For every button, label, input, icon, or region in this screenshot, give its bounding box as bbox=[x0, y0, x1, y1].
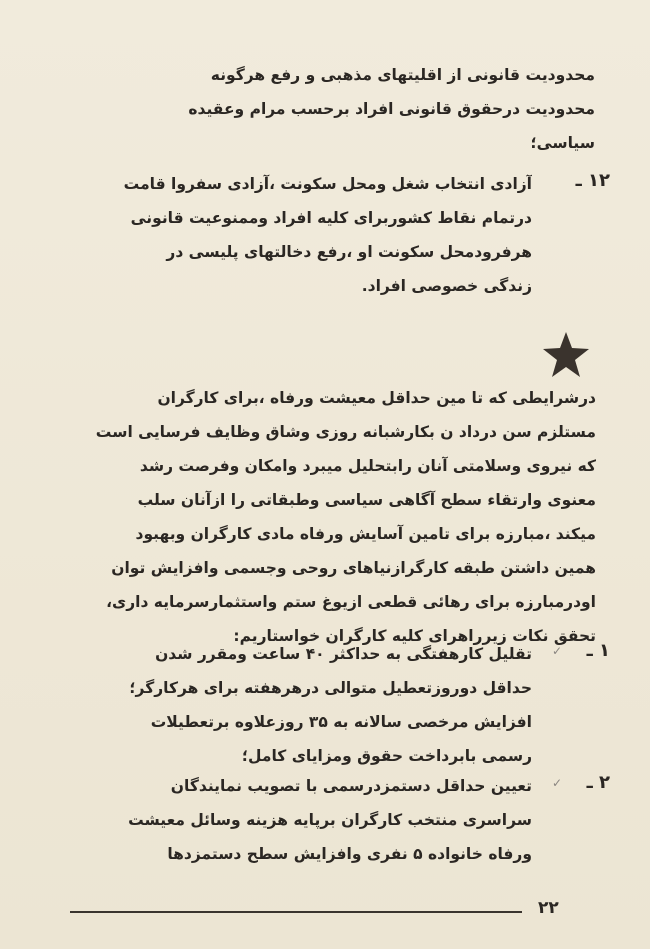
text-line: درتمام نقاط کشوربرای کلیه افراد وممنوعیت قانونی bbox=[130, 209, 532, 227]
text-line: اودرمبارزه برای رهائی قطعی ازیوغ ستم واستثمارسرمایه داری، bbox=[106, 593, 596, 611]
star-icon bbox=[541, 330, 591, 380]
text-line: زندگی خصوصی افراد. bbox=[361, 277, 532, 295]
footer-rule bbox=[70, 911, 522, 913]
text-line: افزایش مرخصی سالانه به ۳۵ روزعلاوه برتعطیلات bbox=[150, 713, 532, 731]
text-line: ورفاه خانواده ۵ نفری وافزایش سطح دستمزدها bbox=[167, 845, 532, 863]
item-number: ۲ ـ bbox=[586, 772, 610, 793]
text-line: محدودیت درحقوق قانونی افراد برحسب مرام وعقیده bbox=[188, 100, 595, 118]
item-number: ۱۲ ـ bbox=[575, 170, 610, 191]
text-line: که نیروی وسلامتی آنان رابتحلیل میبرد وامکان وفرصت رشد bbox=[139, 457, 596, 475]
text-line: تعیین حداقل دستمزدرسمی با تصویب نمایندگان bbox=[170, 777, 532, 795]
text-line: همین داشتن طبقه کارگرازنیاهای روحی وجسمی وافزایش توان bbox=[111, 559, 596, 577]
paragraph-intro bbox=[68, 381, 596, 653]
item-number: ۱ ـ bbox=[586, 640, 610, 661]
text-line: سیاسی؛ bbox=[530, 134, 595, 152]
text-line: معنوی وارتقاء سطح آگاهی سیاسی وطبقاتی را ازآنان سلب bbox=[137, 491, 596, 509]
paragraph-item-12 bbox=[100, 167, 532, 303]
paragraph-continuation bbox=[100, 58, 595, 160]
page-number: ۲۲ bbox=[538, 898, 559, 918]
text-line: میکند ،مبارزه برای تامین آسایش ورفاه مادی کارگران وبهبود bbox=[135, 525, 596, 543]
paragraph-item-2 bbox=[72, 769, 532, 871]
text-line: محدودیت قانونی از اقلیتهای مذهبی و رفع هرگونه bbox=[210, 66, 595, 84]
check-mark-icon: ✓ bbox=[552, 644, 563, 658]
text-line: مستلزم سن درداد ن بکارشبانه روزی وشاق وظایف فرسایی است bbox=[95, 423, 596, 441]
text-line: هرفرودمحل سکونت او ،رفع دخالتهای پلیسی در bbox=[166, 243, 532, 261]
check-mark-icon: ✓ bbox=[552, 776, 563, 790]
text-line: رسمی بابرداخت حقوق ومزایای کامل؛ bbox=[241, 747, 532, 765]
paragraph-item-1 bbox=[82, 637, 532, 773]
text-line: سراسری منتخب کارگران برپایه هزینه وسائل معیشت bbox=[128, 811, 532, 829]
text-line: حداقل دوروزتعطیل متوالی درهرهفته برای هرکارگر؛ bbox=[129, 679, 532, 697]
text-line: درشرایطی که تا مین حداقل معیشت ورفاه ،برای کارگران bbox=[157, 389, 596, 407]
text-line: آزادی انتخاب شغل ومحل سکونت ،آزادی سفروا قامت bbox=[123, 175, 532, 193]
text-line: تقلیل کارهفتگی به حداکثر ۴۰ ساعت ومقرر شدن bbox=[155, 645, 532, 663]
text-line: تحقق نکات زیرراهرای کلیه کارگران خواستاریم: bbox=[233, 627, 596, 645]
